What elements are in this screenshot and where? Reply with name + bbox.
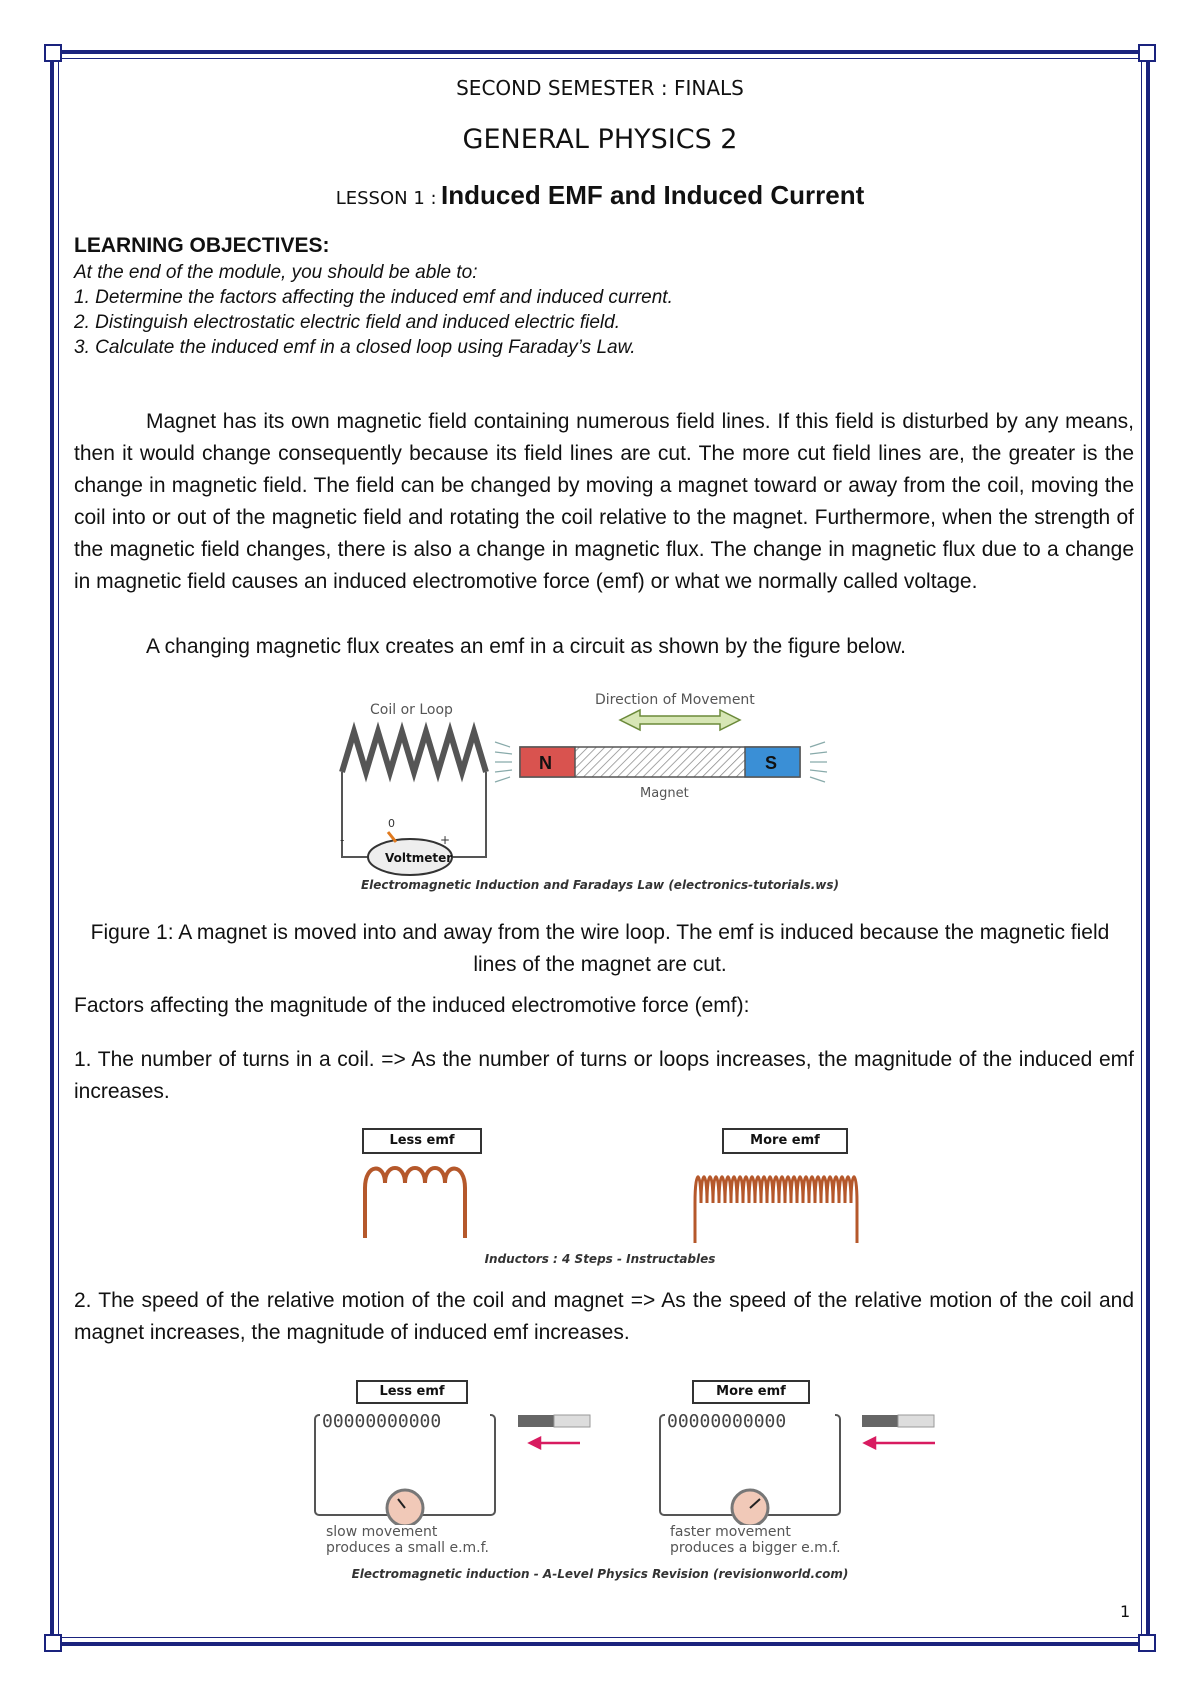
corner-ornament xyxy=(1138,1634,1156,1652)
factor-item: 2. The speed of the relative motion of the coil and magnet => As the speed of the relative motion of the coil and magnet increases, the magnitude of induced emf increases. xyxy=(74,1289,1134,1344)
course-title: GENERAL PHYSICS 2 xyxy=(462,124,738,155)
plus-label: + xyxy=(440,833,451,847)
galvanometer-icon xyxy=(387,1490,423,1525)
magnet-bar-icon xyxy=(518,1415,590,1427)
factors-intro: Factors affecting the magnitude of the induced electromotive force (emf): xyxy=(74,994,750,1017)
bar-magnet xyxy=(520,747,800,777)
corner-ornament xyxy=(44,44,62,62)
few-turns-coil-icon xyxy=(365,1168,465,1238)
slow-line-2: produces a small e.m.f. xyxy=(326,1540,489,1556)
direction-label: Direction of Movement xyxy=(595,692,755,708)
direction-arrow-icon xyxy=(620,710,740,730)
objective-item: 2. Distinguish electrostatic electric field and induced electric field. xyxy=(74,312,620,333)
corner-ornament xyxy=(1138,44,1156,62)
figure2-source: Inductors : 4 Steps - Instructables xyxy=(484,1252,716,1266)
less-emf-label: Less emf xyxy=(356,1380,468,1404)
voltmeter-label: Voltmeter xyxy=(385,851,453,865)
corner-ornament xyxy=(44,1634,62,1652)
magnet-label: Magnet xyxy=(640,786,689,801)
objectives-heading: LEARNING OBJECTIVES: xyxy=(74,234,330,257)
objective-item: 3. Calculate the induced emf in a closed loop using Faraday’s Law. xyxy=(74,337,636,358)
long-arrow-icon xyxy=(865,1438,935,1448)
factor-item: 1. The number of turns in a coil. => As the number of turns or loops increases, the magnitude of the induced emf increases. xyxy=(74,1048,1134,1103)
figure-induction xyxy=(330,682,910,897)
page-number: 1 xyxy=(1120,1602,1131,1621)
more-emf-label: More emf xyxy=(692,1380,810,1404)
coil-turns: 00000000000 xyxy=(322,1411,442,1432)
fast-line-1: faster movement xyxy=(670,1524,791,1540)
minus-label: - xyxy=(340,833,345,847)
magnet-bar-icon xyxy=(862,1415,934,1427)
more-emf-label: More emf xyxy=(722,1128,848,1154)
coil-label: Coil or Loop xyxy=(370,702,453,718)
galvanometer-icon xyxy=(732,1490,768,1525)
lesson-prefix: LESSON 1 : xyxy=(335,188,437,209)
coil-icon xyxy=(342,732,486,772)
figure1-source: Electromagnetic Induction and Faradays Law (electronics-tutorials.ws) xyxy=(360,878,840,892)
figure3-source: Electromagnetic induction - A-Level Physics Revision (revisionworld.com) xyxy=(351,1567,849,1581)
coils-comparison xyxy=(355,1158,875,1248)
zero-label: 0 xyxy=(388,817,395,830)
objectives-intro: At the end of the module, you should be able to: xyxy=(74,262,478,283)
figure1-caption: Figure 1: A magnet is moved into and away from the wire loop. The emf is induced because the magnetic field lines of the magnet are cut. xyxy=(90,921,1110,976)
lesson-title xyxy=(0,180,1200,211)
lesson-name: Induced EMF and Induced Current xyxy=(441,180,865,210)
fast-movement-note xyxy=(670,1524,841,1556)
slow-line-1: slow movement xyxy=(326,1524,438,1540)
less-emf-label: Less emf xyxy=(362,1128,482,1154)
speed-comparison xyxy=(310,1405,950,1525)
many-turns-coil-icon xyxy=(695,1177,857,1243)
semester-heading: SECOND SEMESTER : FINALS xyxy=(456,76,744,100)
north-pole-label: N xyxy=(539,753,552,773)
south-pole-label: S xyxy=(765,753,778,773)
short-arrow-icon xyxy=(530,1438,580,1448)
slow-movement-note xyxy=(326,1524,489,1556)
objective-item: 1. Determine the factors affecting the induced emf and induced current. xyxy=(74,287,673,308)
fast-line-2: produces a bigger e.m.f. xyxy=(670,1540,841,1556)
body-paragraph: A changing magnetic flux creates an emf in a circuit as shown by the figure below. xyxy=(146,635,906,658)
body-paragraph: Magnet has its own magnetic field containing numerous field lines. If this field is disturbed by any means, then it would change consequently because its field lines are cut. The more cut field lines are, the greater is the change in magnetic field. The field can be changed by moving a magnet toward or away from the coil, moving the coil into or out of the magnetic field and rotating the coil relative to the magnet. Furthermore, when the strength of the magnetic field changes, there is also a change in magnetic flux. The change in magnetic flux due to a change in magnetic field causes an induced electromotive force (emf) or what we normally called voltage. xyxy=(74,410,1134,593)
coil-turns: 00000000000 xyxy=(667,1411,787,1432)
